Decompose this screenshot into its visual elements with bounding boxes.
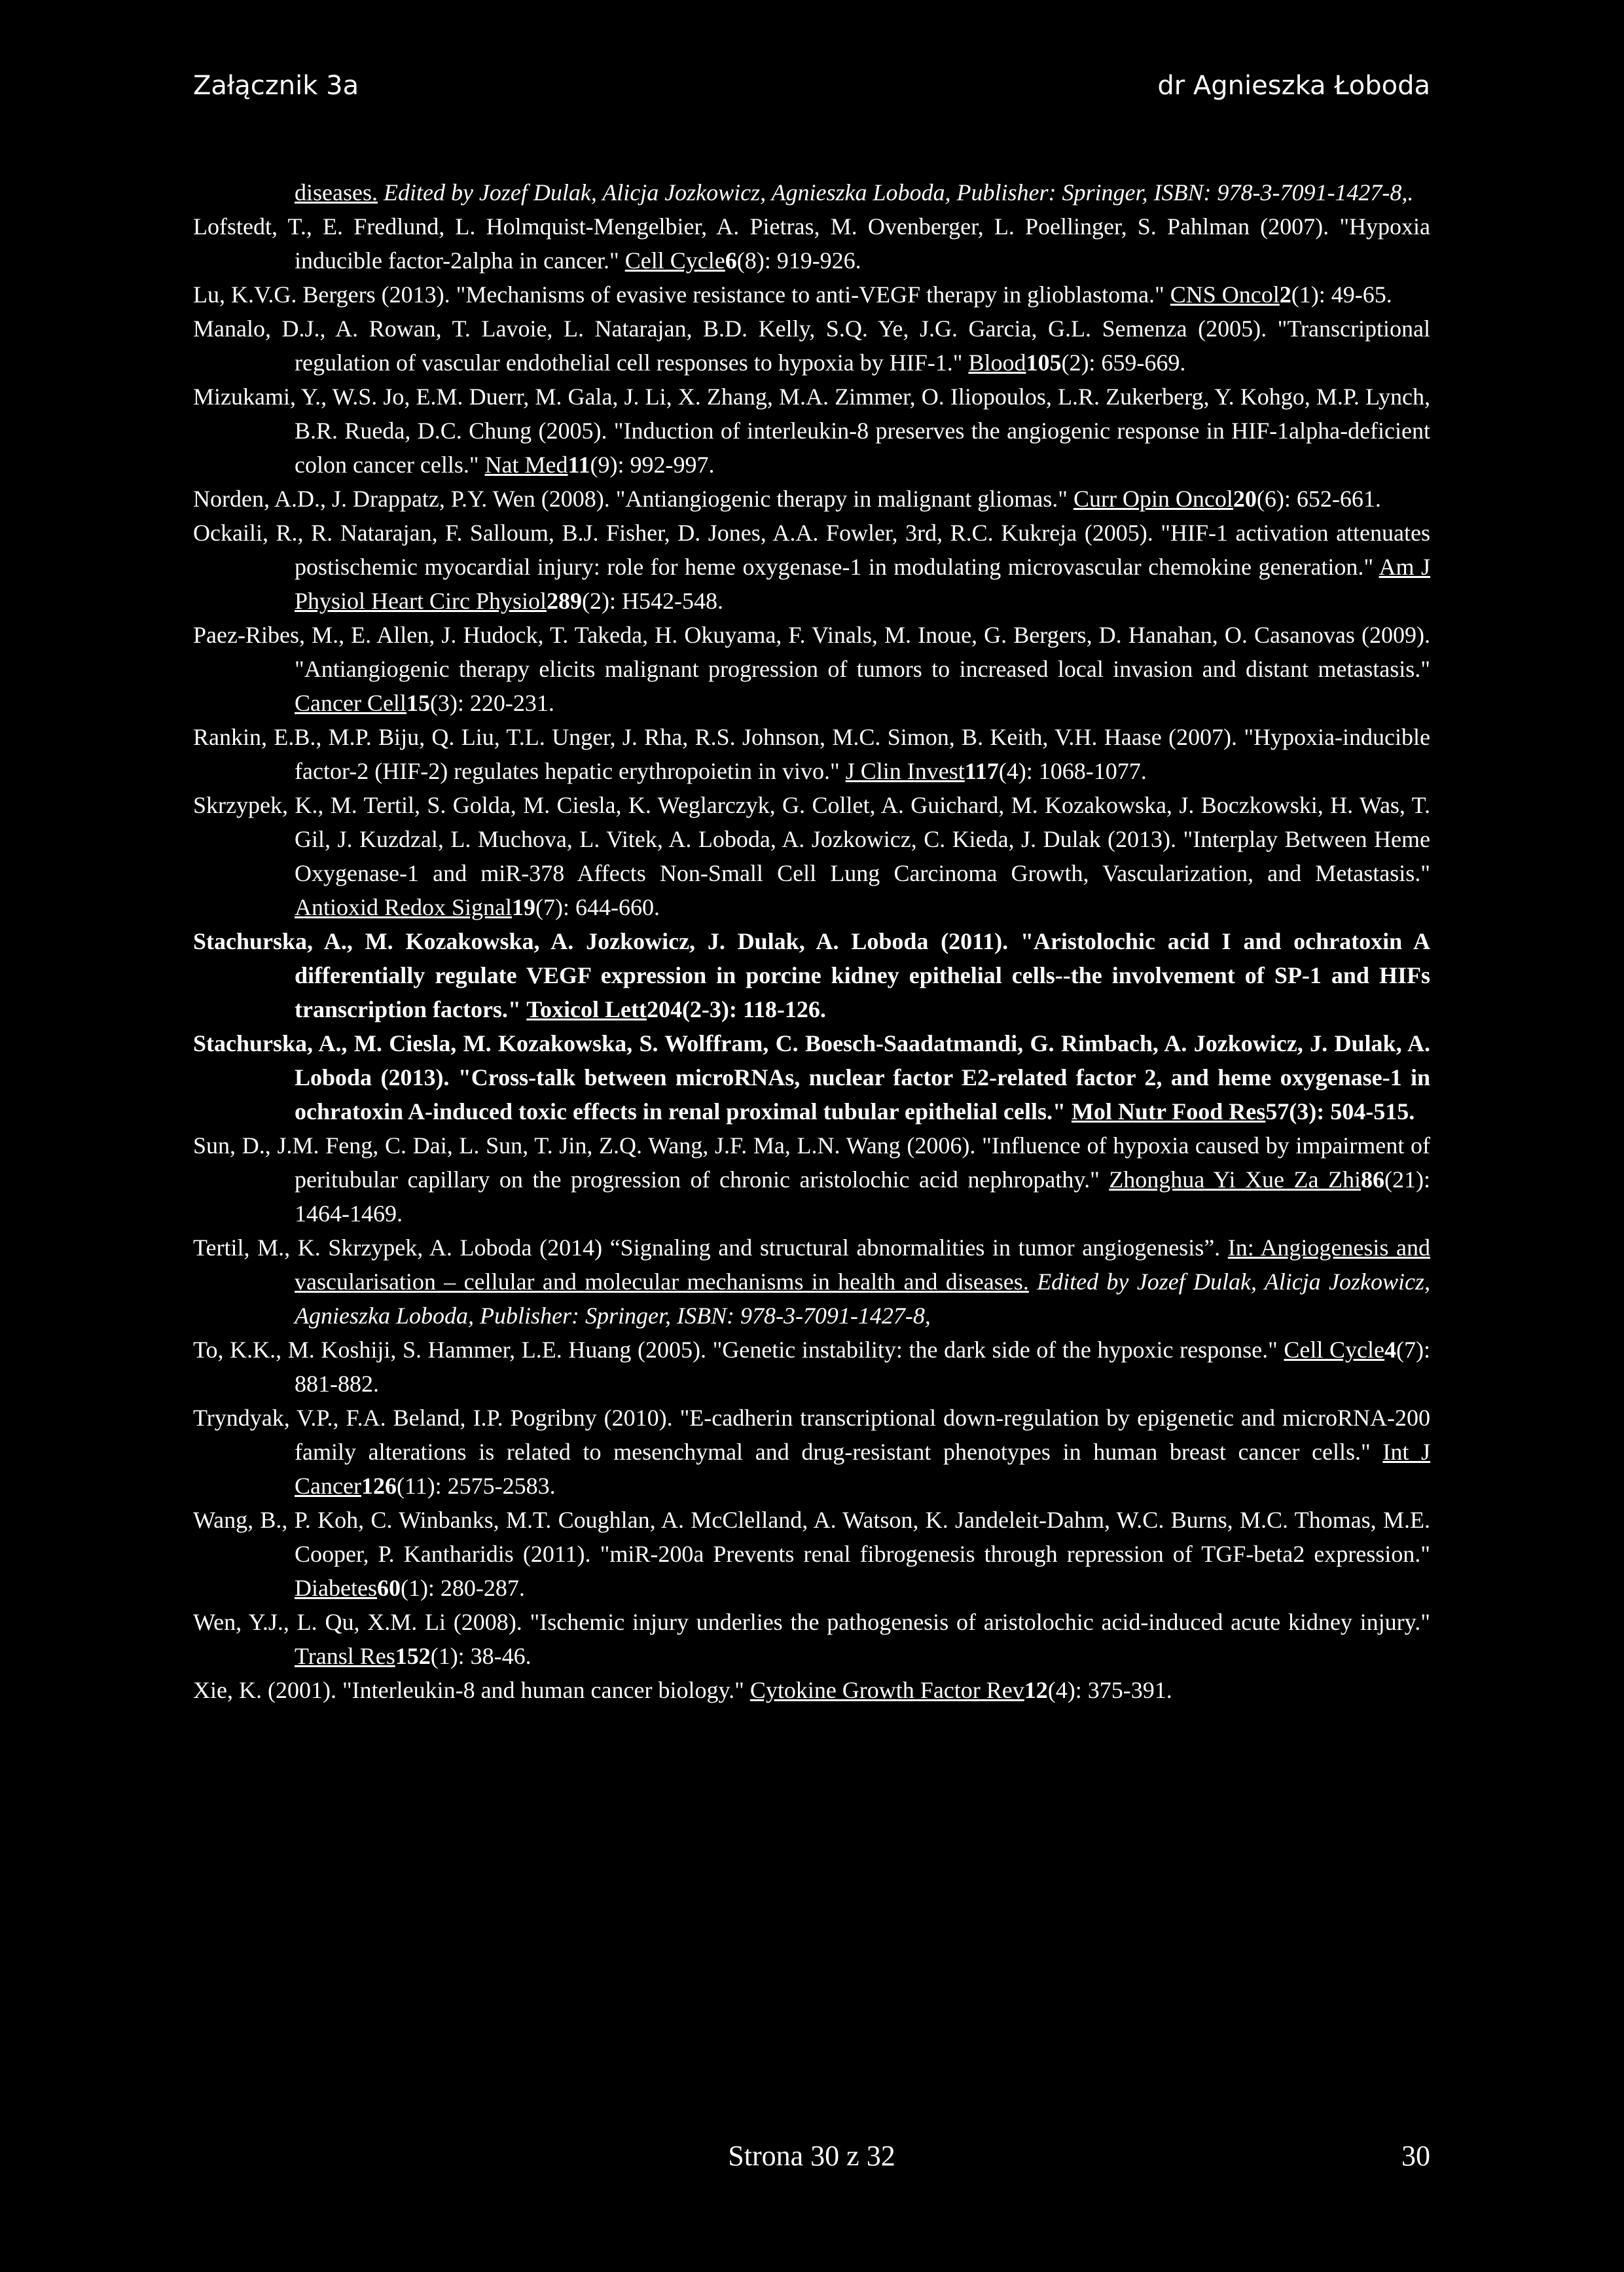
page-header bbox=[193, 71, 1430, 117]
reference-authors-title: Wen, Y.J., L. Qu, X.M. Li (2008). "Ischemic injury underlies the pathogenesis of aristolochic acid-induced acute kidney injury." bbox=[193, 1609, 1430, 1635]
reference-authors-title: Rankin, E.B., M.P. Biju, Q. Liu, T.L. Unger, J. Rha, R.S. Johnson, M.C. Simon, B. Keith, V.H. Haase (2007). "Hypoxia-inducible factor-2 (HIF-2) regulates hepatic erythropoietin in vivo." bbox=[193, 724, 1430, 784]
reference-entry bbox=[193, 1673, 1430, 1707]
reference-journal: Cell Cycle bbox=[624, 247, 725, 274]
reference-journal: Cancer Cell bbox=[295, 690, 406, 716]
reference-volume: 86 bbox=[1361, 1166, 1385, 1193]
reference-entry bbox=[193, 1605, 1430, 1673]
reference-entry bbox=[193, 175, 1430, 209]
reference-authors-title: Tryndyak, V.P., F.A. Beland, I.P. Pogribny (2010). "E-cadherin transcriptional down-regulation by epigenetic and microRNA-200 family alterations is related to mesenchymal and drug-resistant phenotypes in human breast cancer cells." bbox=[193, 1405, 1430, 1465]
reference-edition-info: Edited by Jozef Dulak, Alicja Jozkowicz, Agnieszka Loboda, Publisher: Springer, ISBN: 978-3-7091-1427-8,. bbox=[377, 179, 1414, 206]
reference-entry bbox=[193, 380, 1430, 482]
reference-entry bbox=[193, 209, 1430, 278]
reference-pages: (8): 919-926. bbox=[736, 247, 861, 274]
reference-authors-title: Lofstedt, T., E. Fredlund, L. Holmquist-Mengelbier, A. Pietras, M. Ovenberger, L. Poellinger, S. Pahlman (2007). "Hypoxia inducible factor-2alpha in cancer." bbox=[193, 213, 1430, 274]
footer-page-label: Strona 30 z 32 bbox=[728, 2140, 895, 2172]
reference-volume: 11 bbox=[568, 452, 590, 478]
page-footer bbox=[193, 2139, 1430, 2178]
reference-authors-title: To, K.K., M. Koshiji, S. Hammer, L.E. Huang (2005). "Genetic instability: the dark side of the hypoxic response." bbox=[193, 1337, 1284, 1363]
reference-volume: 2 bbox=[1279, 281, 1291, 308]
reference-authors-title: Skrzypek, K., M. Tertil, S. Golda, M. Ciesla, K. Weglarczyk, G. Collet, A. Guichard, M. Kozakowska, J. Boczkowski, H. Was, T. Gil, J. Kuzdzal, L. Muchova, L. Vitek, A. Loboda, A. Jozkowicz, C. Kieda, J. Dulak (2013). "Interplay Between Heme Oxygenase-1 and miR-378 Affects Non-Small Cell Lung Carcinoma Growth, Vascularization, and Metastasis." bbox=[193, 792, 1430, 886]
reference-entry bbox=[193, 516, 1430, 618]
reference-chapter-link: diseases. bbox=[295, 179, 378, 206]
reference-pages: (2): H542-548. bbox=[582, 588, 723, 614]
reference-pages: (2): 659-669. bbox=[1061, 350, 1186, 376]
reference-authors-title: Xie, K. (2001). "Interleukin-8 and human cancer biology." bbox=[193, 1677, 750, 1703]
reference-pages: (7): 881-882. bbox=[295, 1337, 1430, 1397]
reference-edition-info: Edited by Jozef Dulak, Alicja Jozkowicz, Agnieszka Loboda, Publisher: Springer, ISBN: 978-3-7091-1427-8, bbox=[295, 1269, 1430, 1329]
reference-volume: 289 bbox=[547, 588, 582, 614]
reference-entry bbox=[193, 788, 1430, 924]
reference-pages: (4): 375-391. bbox=[1047, 1677, 1172, 1703]
reference-entry bbox=[193, 1401, 1430, 1503]
reference-pages: (1): 38-46. bbox=[430, 1643, 532, 1669]
reference-entry bbox=[193, 1503, 1430, 1605]
reference-volume: 117 bbox=[964, 758, 999, 784]
reference-list bbox=[193, 175, 1430, 1707]
reference-journal: Mol Nutr Food Res bbox=[1071, 1098, 1266, 1125]
reference-journal: Curr Opin Oncol bbox=[1073, 486, 1233, 512]
reference-volume: 60 bbox=[376, 1575, 401, 1601]
reference-journal: J Clin Invest bbox=[845, 758, 965, 784]
reference-authors-title: Wang, B., P. Koh, C. Winbanks, M.T. Coughlan, A. McClelland, A. Watson, K. Jandeleit-Dahm, W.C. Burns, M.C. Thomas, M.E. Cooper, P. Kantharidis (2011). "miR-200a Prevents renal fibrogenesis through repression of TGF-beta2 expression." bbox=[193, 1507, 1430, 1567]
reference-volume: 152 bbox=[395, 1643, 431, 1669]
reference-volume: 19 bbox=[512, 894, 535, 920]
reference-entry bbox=[193, 1333, 1430, 1401]
reference-volume: 20 bbox=[1233, 486, 1257, 512]
reference-entry bbox=[193, 720, 1430, 788]
reference-journal: Toxicol Lett bbox=[526, 996, 647, 1022]
reference-journal: Zhonghua Yi Xue Za Zhi bbox=[1109, 1166, 1362, 1193]
reference-volume: 6 bbox=[725, 247, 737, 274]
reference-authors-title: Paez-Ribes, M., E. Allen, J. Hudock, T. Takeda, H. Okuyama, F. Vinals, M. Inoue, G. Bergers, D. Hanahan, O. Casanovas (2009). "Antiangiogenic therapy elicits malignant progression of tumors to increased local invasion and distant metastasis." bbox=[193, 622, 1430, 682]
reference-entry bbox=[193, 1026, 1430, 1128]
reference-authors-title: Mizukami, Y., W.S. Jo, E.M. Duerr, M. Gala, J. Li, X. Zhang, M.A. Zimmer, O. Iliopoulos, L.R. Zukerberg, Y. Kohgo, M.P. Lynch, B.R. Rueda, D.C. Chung (2005). "Induction of interleukin-8 preserves the angiogenic response in HIF-1alpha-deficient colon cancer cells." bbox=[193, 384, 1430, 478]
reference-pages: (11): 2575-2583. bbox=[396, 1473, 556, 1499]
reference-entry bbox=[193, 278, 1430, 312]
reference-journal: Cytokine Growth Factor Rev bbox=[749, 1677, 1024, 1703]
reference-volume: 57 bbox=[1265, 1098, 1290, 1125]
reference-volume: 204 bbox=[646, 996, 682, 1022]
reference-volume: 12 bbox=[1024, 1677, 1048, 1703]
reference-journal: Transl Res bbox=[295, 1643, 395, 1669]
reference-entry bbox=[193, 312, 1430, 380]
reference-journal: Nat Med bbox=[484, 452, 568, 478]
reference-journal: Cell Cycle bbox=[1284, 1337, 1385, 1363]
reference-pages: (3): 220-231. bbox=[429, 690, 554, 716]
reference-authors-title: Stachurska, A., M. Ciesla, M. Kozakowska, S. Wolffram, C. Boesch-Saadatmandi, G. Rimbach, A. Jozkowicz, J. Dulak, A. Loboda (2013). "Cross-talk between microRNAs, nuclear factor E2-related factor 2, and heme oxygenase-1 in ochratoxin A-induced toxic effects in renal proximal tubular epithelial cells." bbox=[193, 1030, 1430, 1125]
reference-entry bbox=[193, 482, 1430, 516]
reference-authors-title: Ockaili, R., R. Natarajan, F. Salloum, B.J. Fisher, D. Jones, A.A. Fowler, 3rd, R.C. Kukreja (2005). "HIF-1 activation attenuates postischemic myocardial injury: role for heme oxygenase-1 in modulating microvascular chemokine generation." bbox=[193, 520, 1430, 580]
reference-journal: In: Angiogenesis and vascularisation – cellular and molecular mechanisms in health and diseases. bbox=[295, 1235, 1430, 1295]
reference-journal: CNS Oncol bbox=[1170, 281, 1280, 308]
reference-volume: 4 bbox=[1384, 1337, 1397, 1363]
reference-journal: Am J Physiol Heart Circ Physiol bbox=[295, 554, 1431, 614]
reference-pages: (7): 644-660. bbox=[535, 894, 660, 920]
reference-authors-title: Stachurska, A., M. Kozakowska, A. Jozkowicz, J. Dulak, A. Loboda (2011). "Aristolochic acid I and ochratoxin A differentially regulate VEGF expression in porcine kidney epithelial cells--the involvement of SP-1 and HIFs transcription factors." bbox=[193, 928, 1430, 1022]
reference-pages: (9): 992-997. bbox=[590, 452, 715, 478]
reference-authors-title: Tertil, M., K. Skrzypek, A. Loboda (2014) “Signaling and structural abnormalities in tumor angiogenesis”. bbox=[193, 1235, 1228, 1261]
reference-pages: (2-3): 118-126. bbox=[681, 996, 826, 1022]
reference-authors-title: Manalo, D.J., A. Rowan, T. Lavoie, L. Natarajan, B.D. Kelly, S.Q. Ye, J.G. Garcia, G.L. Semenza (2005). "Transcriptional regulation of vascular endothelial cell responses to hypoxia by HIF-1." bbox=[193, 316, 1430, 376]
reference-volume: 15 bbox=[406, 690, 430, 716]
reference-entry bbox=[193, 1128, 1430, 1231]
reference-pages: (1): 49-65. bbox=[1291, 281, 1392, 308]
reference-volume: 105 bbox=[1026, 350, 1062, 376]
reference-entry bbox=[193, 924, 1430, 1026]
reference-journal: Antioxid Redox Signal bbox=[295, 894, 512, 920]
header-attachment-label: Załącznik 3a bbox=[193, 71, 359, 101]
reference-volume: 126 bbox=[361, 1473, 397, 1499]
reference-entry bbox=[193, 1231, 1430, 1333]
footer-page-number: 30 bbox=[1401, 2140, 1430, 2172]
reference-pages: (6): 652-661. bbox=[1256, 486, 1381, 512]
reference-journal: Blood bbox=[968, 350, 1026, 376]
reference-journal: Int J Cancer bbox=[295, 1439, 1431, 1499]
reference-pages: (4): 1068-1077. bbox=[998, 758, 1147, 784]
reference-pages: (21): 1464-1469. bbox=[295, 1166, 1430, 1227]
reference-pages: (1): 280-287. bbox=[400, 1575, 525, 1601]
reference-pages: (3): 504-515. bbox=[1289, 1098, 1415, 1125]
reference-authors-title: Lu, K.V.G. Bergers (2013). "Mechanisms of evasive resistance to anti-VEGF therapy in glioblastoma." bbox=[193, 281, 1170, 308]
reference-authors-title: Norden, A.D., J. Drappatz, P.Y. Wen (2008). "Antiangiogenic therapy in malignant gliomas." bbox=[193, 486, 1074, 512]
reference-entry bbox=[193, 618, 1430, 720]
header-author: dr Agnieszka Łoboda bbox=[1157, 71, 1430, 101]
reference-journal: Diabetes bbox=[295, 1575, 377, 1601]
reference-authors-title: Sun, D., J.M. Feng, C. Dai, L. Sun, T. Jin, Z.Q. Wang, J.F. Ma, L.N. Wang (2006). "Influence of hypoxia caused by impairment of peritubular capillary on the progression of chronic aristolochic acid nephropathy." bbox=[193, 1132, 1430, 1193]
